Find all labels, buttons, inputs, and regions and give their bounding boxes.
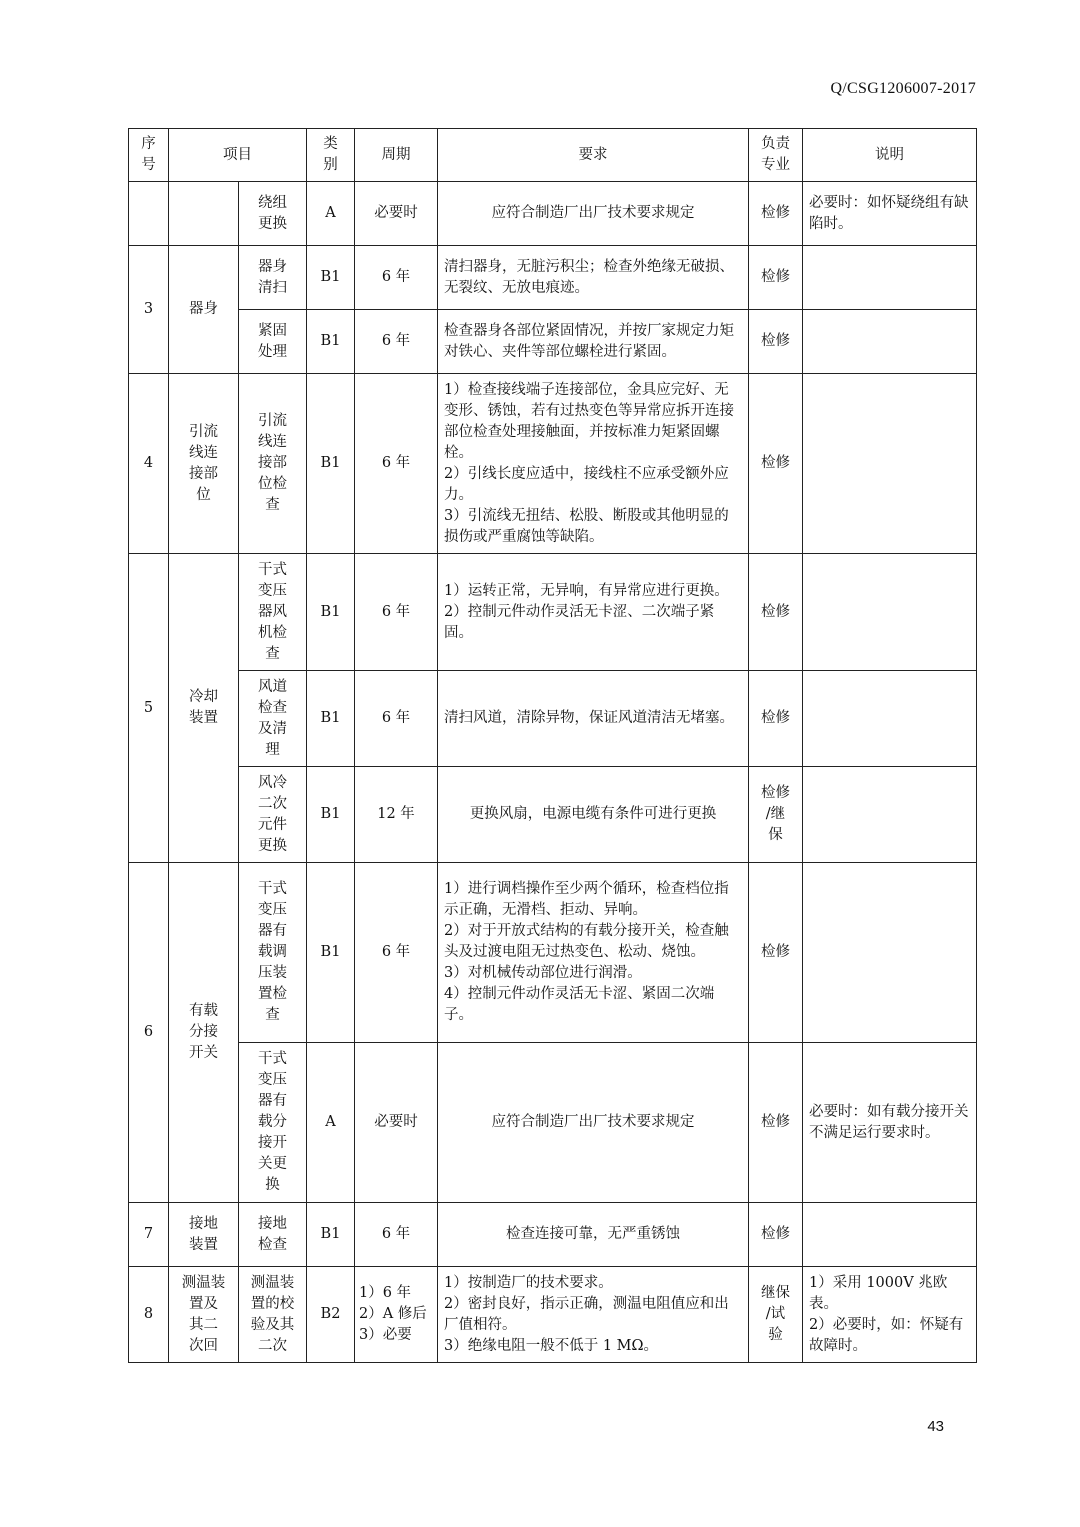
table-row [129,863,977,1043]
subitem-cell: 接地 检查 [239,1203,307,1267]
responsible-cell: 检修 /继 保 [749,767,803,863]
table-row [129,1203,977,1267]
subitem-cell: 干式 变压 器有 载分 接开 关更 换 [239,1043,307,1203]
responsible-cell: 检修 [749,863,803,1043]
responsible-cell: 继保 /试 验 [749,1267,803,1363]
subitem-cell: 风冷 二次 元件 更换 [239,767,307,863]
note-cell [803,246,977,310]
subitem-cell: 紧固 处理 [239,310,307,374]
responsible-cell: 检修 [749,310,803,374]
table-row [129,554,977,671]
note-cell [803,767,977,863]
item-cell: 器身 [169,246,239,374]
maintenance-table [128,128,977,1363]
item-cell: 测温装 置及 其二 次回 [169,1267,239,1363]
responsible-cell: 检修 [749,374,803,554]
note-cell: 必要时：如有载分接开关不满足运行要求时。 [803,1043,977,1203]
note-cell: 必要时：如怀疑绕组有缺陷时。 [803,182,977,246]
period-cell: 6 年 [355,1203,438,1267]
table-row [129,671,977,767]
item-cell [169,182,239,246]
table-row [129,310,977,374]
requirement-cell: 检查器身各部位紧固情况，并按厂家规定力矩对铁心、夹件等部位螺栓进行紧固。 [438,310,749,374]
period-cell: 6 年 [355,554,438,671]
table-row [129,1043,977,1203]
requirement-cell: 应符合制造厂出厂技术要求规定 [438,1043,749,1203]
item-cell: 引流 线连 接部 位 [169,374,239,554]
subitem-cell: 干式 变压 器有 载调 压装 置检 查 [239,863,307,1043]
seq-cell: 7 [129,1203,169,1267]
table-row [129,182,977,246]
document-code: Q/CSG1206007-2017 [830,80,976,97]
requirement-cell: 1）检查接线端子连接部位，金具应完好、无变形、锈蚀，若有过热变色等异常应拆开连接部位检查处理接触面，并按标准力矩紧固螺栓。 2）引线长度应适中，接线柱不应承受额外应力。 3）引流线无扭结、松股、断股或其他明显的损伤或严重腐蚀等缺陷。 [438,374,749,554]
period-cell: 1）6 年 2）A 修后 3）必要 [355,1267,438,1363]
header-item: 项目 [169,129,307,182]
note-cell [803,671,977,767]
seq-cell: 6 [129,863,169,1203]
table-row [129,246,977,310]
category-cell: B1 [307,246,355,310]
note-cell [803,1203,977,1267]
responsible-cell: 检修 [749,554,803,671]
subitem-cell: 测温装 置的校 验及其 二次 [239,1267,307,1363]
period-cell: 6 年 [355,671,438,767]
header-responsible: 负责 专业 [749,129,803,182]
table-row [129,767,977,863]
requirement-cell: 1）按制造厂的技术要求。 2）密封良好，指示正确，测温电阻值应和出厂值相符。 3）绝缘电阻一般不低于 1 MΩ。 [438,1267,749,1363]
requirement-cell: 1）运转正常，无异响，有异常应进行更换。 2）控制元件动作灵活无卡涩、二次端子紧固。 [438,554,749,671]
category-cell: B1 [307,671,355,767]
note-cell [803,863,977,1043]
category-cell: B1 [307,767,355,863]
item-cell: 冷却 装置 [169,554,239,863]
table-row [129,374,977,554]
header-category: 类 别 [307,129,355,182]
item-cell: 有载 分接 开关 [169,863,239,1203]
note-cell [803,310,977,374]
seq-cell [129,182,169,246]
header-requirement: 要求 [438,129,749,182]
requirement-cell: 检查连接可靠，无严重锈蚀 [438,1203,749,1267]
seq-cell: 5 [129,554,169,863]
note-cell [803,554,977,671]
table-row [129,1267,977,1363]
responsible-cell: 检修 [749,671,803,767]
category-cell: A [307,1043,355,1203]
requirement-cell: 清扫风道，清除异物，保证风道清洁无堵塞。 [438,671,749,767]
page-number: 43 [927,1418,944,1435]
header-seq: 序 号 [129,129,169,182]
requirement-cell: 更换风扇，电源电缆有条件可进行更换 [438,767,749,863]
subitem-cell: 绕组 更换 [239,182,307,246]
requirement-cell: 应符合制造厂出厂技术要求规定 [438,182,749,246]
period-cell: 6 年 [355,863,438,1043]
responsible-cell: 检修 [749,1203,803,1267]
period-cell: 6 年 [355,310,438,374]
period-cell: 必要时 [355,1043,438,1203]
seq-cell: 4 [129,374,169,554]
category-cell: B1 [307,374,355,554]
category-cell: B1 [307,310,355,374]
responsible-cell: 检修 [749,246,803,310]
seq-cell: 8 [129,1267,169,1363]
category-cell: B1 [307,863,355,1043]
responsible-cell: 检修 [749,182,803,246]
period-cell: 12 年 [355,767,438,863]
seq-cell: 3 [129,246,169,374]
responsible-cell: 检修 [749,1043,803,1203]
category-cell: B2 [307,1267,355,1363]
category-cell: B1 [307,1203,355,1267]
requirement-cell: 1）进行调档操作至少两个循环，检查档位指示正确，无滑档、拒动、异响。 2）对于开放式结构的有载分接开关，检查触头及过渡电阻无过热变色、松动、烧蚀。 3）对机械传动部位进行润滑。 4）控制元件动作灵活无卡涩、紧固二次端子。 [438,863,749,1043]
period-cell: 6 年 [355,374,438,554]
subitem-cell: 器身 清扫 [239,246,307,310]
category-cell: A [307,182,355,246]
note-cell [803,374,977,554]
note-cell: 1）采用 1000V 兆欧表。 2）必要时，如：怀疑有故障时。 [803,1267,977,1363]
period-cell: 必要时 [355,182,438,246]
requirement-cell: 清扫器身，无脏污积尘；检查外绝缘无破损、无裂纹、无放电痕迹。 [438,246,749,310]
subitem-cell: 风道 检查 及清 理 [239,671,307,767]
period-cell: 6 年 [355,246,438,310]
header-note: 说明 [803,129,977,182]
subitem-cell: 干式 变压 器风 机检 查 [239,554,307,671]
subitem-cell: 引流 线连 接部 位检 查 [239,374,307,554]
table-header-row [129,129,977,182]
category-cell: B1 [307,554,355,671]
header-period: 周期 [355,129,438,182]
item-cell: 接地 装置 [169,1203,239,1267]
